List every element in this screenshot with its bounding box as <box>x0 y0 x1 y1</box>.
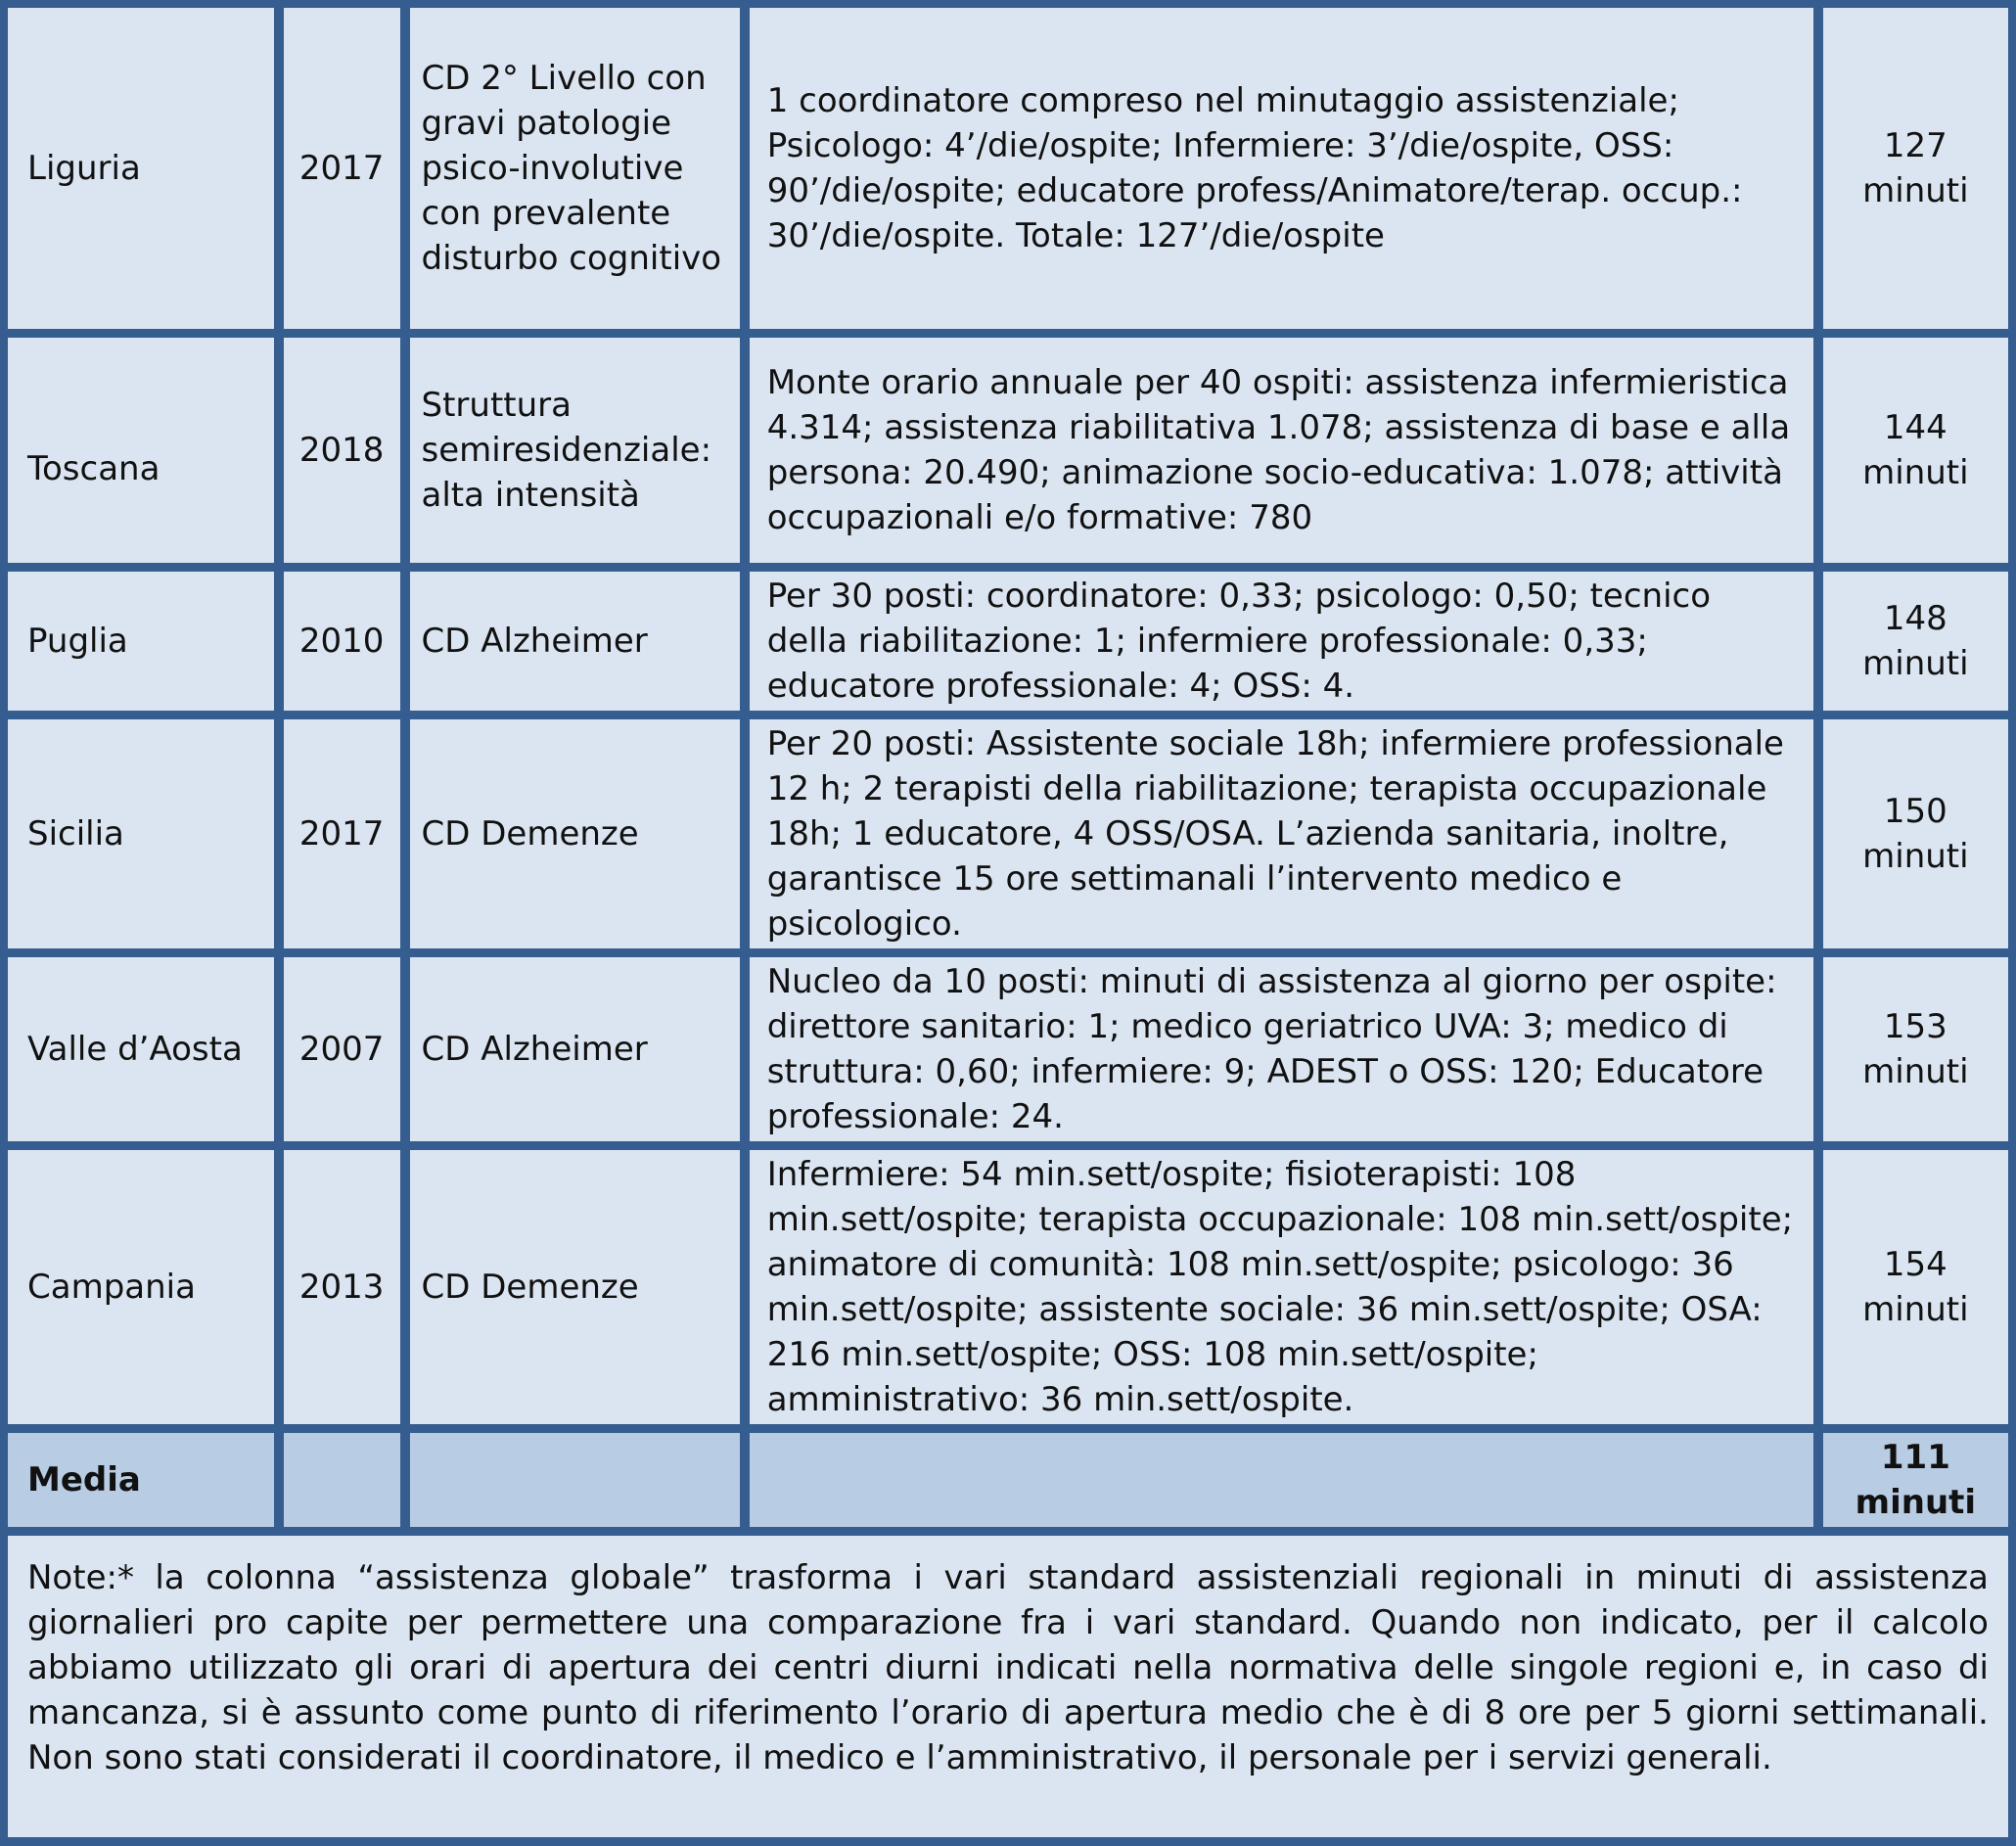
total-unit: minuti <box>1862 1290 1969 1329</box>
table-row <box>8 1150 2008 1424</box>
total-value: 154 <box>1883 1245 1947 1284</box>
region-cell: Toscana <box>8 338 274 563</box>
type-cell: Struttura semiresidenziale: alta intensità <box>410 338 740 563</box>
average-row <box>8 1433 2008 1527</box>
total-value: 148 <box>1883 599 1947 638</box>
description-cell: Nucleo da 10 posti: minuti di assistenza al giorno per ospite: direttore sanitario: 1; medico geriatrico UVA: 3; medico di struttura: 0,60; infermiere: 9; ADEST o OSS: 120; Educatore professionale: 24. <box>750 957 1813 1141</box>
region-cell: Valle d’Aosta <box>8 957 274 1141</box>
average-total-cell <box>1823 1433 2008 1527</box>
region-cell: Sicilia <box>8 719 274 948</box>
type-cell: CD Alzheimer <box>410 957 740 1141</box>
average-total-unit: minuti <box>1855 1483 1977 1522</box>
total-cell <box>1823 719 2008 948</box>
average-total-value: 111 <box>1880 1438 1950 1477</box>
year-cell: 2013 <box>284 1150 400 1424</box>
year-cell: 2017 <box>284 8 400 329</box>
total-value: 150 <box>1883 792 1947 831</box>
description-cell: 1 coordinatore compreso nel minutaggio assistenziale; Psicologo: 4’/die/ospite; Infermiere: 3’/die/ospite, OSS: 90’/die/ospite; educatore profess/Animatore/terap. occup.: 30’/die/ospite. Totale: 127’/die/ospite <box>750 8 1813 329</box>
table-row <box>8 719 2008 948</box>
total-cell <box>1823 957 2008 1141</box>
type-cell: CD Alzheimer <box>410 572 740 711</box>
year-cell: 2007 <box>284 957 400 1141</box>
table-row <box>8 8 2008 329</box>
empty-cell <box>750 1433 1813 1527</box>
description-cell: Per 20 posti: Assistente sociale 18h; infermiere professionale 12 h; 2 terapisti della riabilitazione; terapista occupazionale 18h; 1 educatore, 4 OSS/OSA. L’azienda sanitaria, inoltre, garantisce 15 ore settimanali l’intervento medico e psicologico. <box>750 719 1813 948</box>
total-value: 127 <box>1883 126 1947 165</box>
description-cell: Monte orario annuale per 40 ospiti: assistenza infermieristica 4.314; assistenza riabilitativa 1.078; assistenza di base e alla persona: 20.490; animazione socio-educativa: 1.078; attività occupazionali e/o formative: 780 <box>750 338 1813 563</box>
total-value: 144 <box>1883 408 1947 447</box>
total-cell <box>1823 8 2008 329</box>
total-cell <box>1823 572 2008 711</box>
total-unit: minuti <box>1862 644 1969 683</box>
average-label: Media <box>8 1433 274 1527</box>
total-cell <box>1823 338 2008 563</box>
region-cell: Puglia <box>8 572 274 711</box>
total-unit: minuti <box>1862 1052 1969 1091</box>
total-unit: minuti <box>1862 453 1969 492</box>
total-cell <box>1823 1150 2008 1424</box>
type-cell: CD 2° Livello con gravi patologie psico-involutive con prevalente disturbo cognitivo <box>410 8 740 329</box>
total-value: 153 <box>1883 1007 1947 1046</box>
total-unit: minuti <box>1862 171 1969 210</box>
note-text: Note:* la colonna “assistenza globale” trasforma i vari standard assistenziali regionali in minuti di assistenza giornalieri pro capite per permettere una comparazione fra i vari standard. Quando non indicato, per il calcolo abbiamo utilizzato gli orari di apertura dei centri diurni indicati nella normativa delle singole regioni e, in caso di mancanza, si è assunto come punto di riferimento l’orario di apertura medio che è di 8 ore per 5 giorni settimanali. Non sono stati considerati il coordinatore, il medico e l’amministrativo, il personale per i servizi generali. <box>8 1536 2008 1837</box>
note-row <box>8 1536 2008 1837</box>
description-cell: Infermiere: 54 min.sett/ospite; fisioterapisti: 108 min.sett/ospite; terapista occupazionale: 108 min.sett/ospite; animatore di comunità: 108 min.sett/ospite; psicologo: 36 min.sett/ospite; assistente sociale: 36 min.sett/ospite; OSA: 216 min.sett/ospite; OSS: 108 min.sett/ospite; amministrativo: 36 min.sett/ospite. <box>750 1150 1813 1424</box>
type-cell: CD Demenze <box>410 1150 740 1424</box>
description-cell: Per 30 posti: coordinatore: 0,33; psicologo: 0,50; tecnico della riabilitazione: 1; infermiere professionale: 0,33; educatore professionale: 4; OSS: 4. <box>750 572 1813 711</box>
table-row <box>8 957 2008 1141</box>
empty-cell <box>284 1433 400 1527</box>
region-cell: Liguria <box>8 8 274 329</box>
year-cell: 2010 <box>284 572 400 711</box>
region-cell: Campania <box>8 1150 274 1424</box>
year-cell: 2017 <box>284 719 400 948</box>
year-cell: 2018 <box>284 338 400 563</box>
table-row <box>8 572 2008 711</box>
total-unit: minuti <box>1862 837 1969 876</box>
empty-cell <box>410 1433 740 1527</box>
type-cell: CD Demenze <box>410 719 740 948</box>
table-row <box>8 338 2008 563</box>
